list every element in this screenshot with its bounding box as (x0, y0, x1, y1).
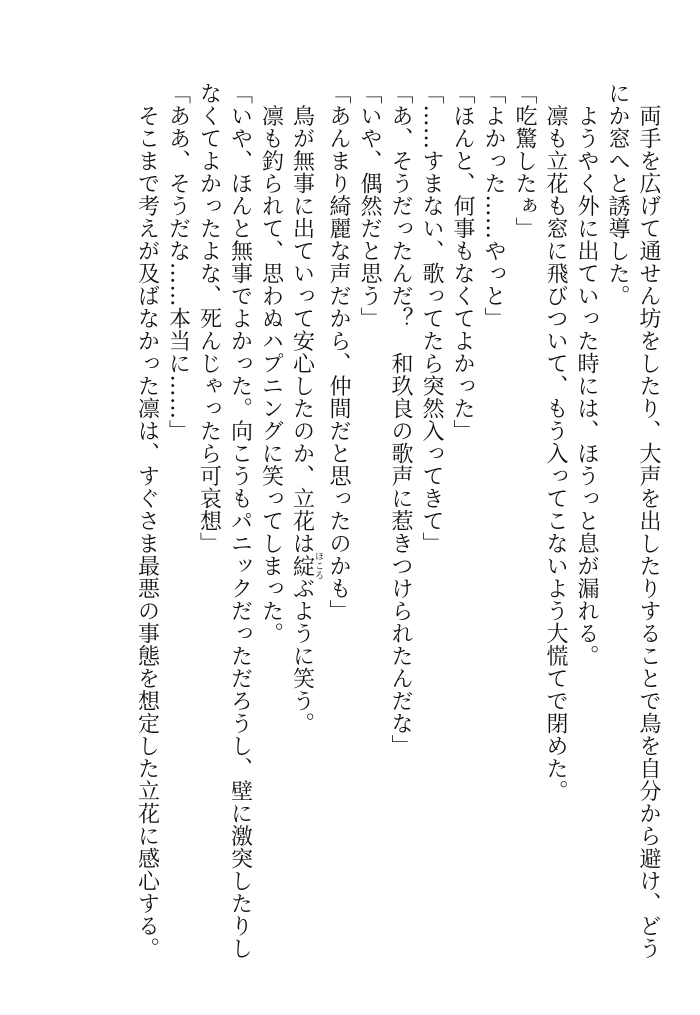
paragraph: そこまで考えが及ばなかった凛は、すぐさま最悪の事態を想定した立花に感心する。 (134, 82, 160, 960)
vertical-text-body (132, 82, 665, 962)
dialogue-line: 「ほんと、何事もなくてよかった」 (450, 82, 475, 442)
dialogue-line: 「いや、偶然だと思う」 (357, 82, 382, 330)
paragraph: 両手を広げて通せん坊をしたり、大声を出したりすることで鳥を自分から避け、どうにか窓へと誘導した。 (605, 82, 661, 960)
dialogue-line: 「ああ、そうだな……本当に……」 (165, 82, 191, 442)
paragraph: ようやく外に出ていった時には、ほうっと息が漏れる。 (574, 82, 599, 667)
dialogue-line: 「吃驚したぁ」 (512, 82, 537, 240)
paragraph: 凛も立花も窓に飛びついて、もう入ってこないよう大慌てで閉めた。 (543, 82, 568, 802)
ruby-word: 綻ほころ (289, 551, 323, 580)
dialogue-line: 「あんまり綺麗な声だから、仲間だと思ったのかも」 (326, 82, 351, 622)
ruby-reading: ほころ (313, 551, 323, 580)
dialogue-line: 「あ、そうだったんだ？ 和玖良の歌声に惹きつけられたんだな」 (388, 82, 413, 757)
paragraph: 凛も釣られて、思わぬハプニングに笑ってしまった。 (258, 82, 284, 645)
dialogue-line: 「……すまない、歌ってたら突然入ってきて」 (419, 82, 444, 555)
dialogue-line: 「よかった……やっと」 (481, 82, 506, 330)
paragraph-with-ruby: 鳥が無事に出ていって安心したのか、立花は綻ほころぶように笑う。 (289, 82, 323, 735)
dialogue-line: 「いや、ほんと無事でよかった。向こうもパニックだっただろうし、壁に激突したりしなくてよかったよな、死んじゃったら可哀想」 (196, 82, 253, 960)
